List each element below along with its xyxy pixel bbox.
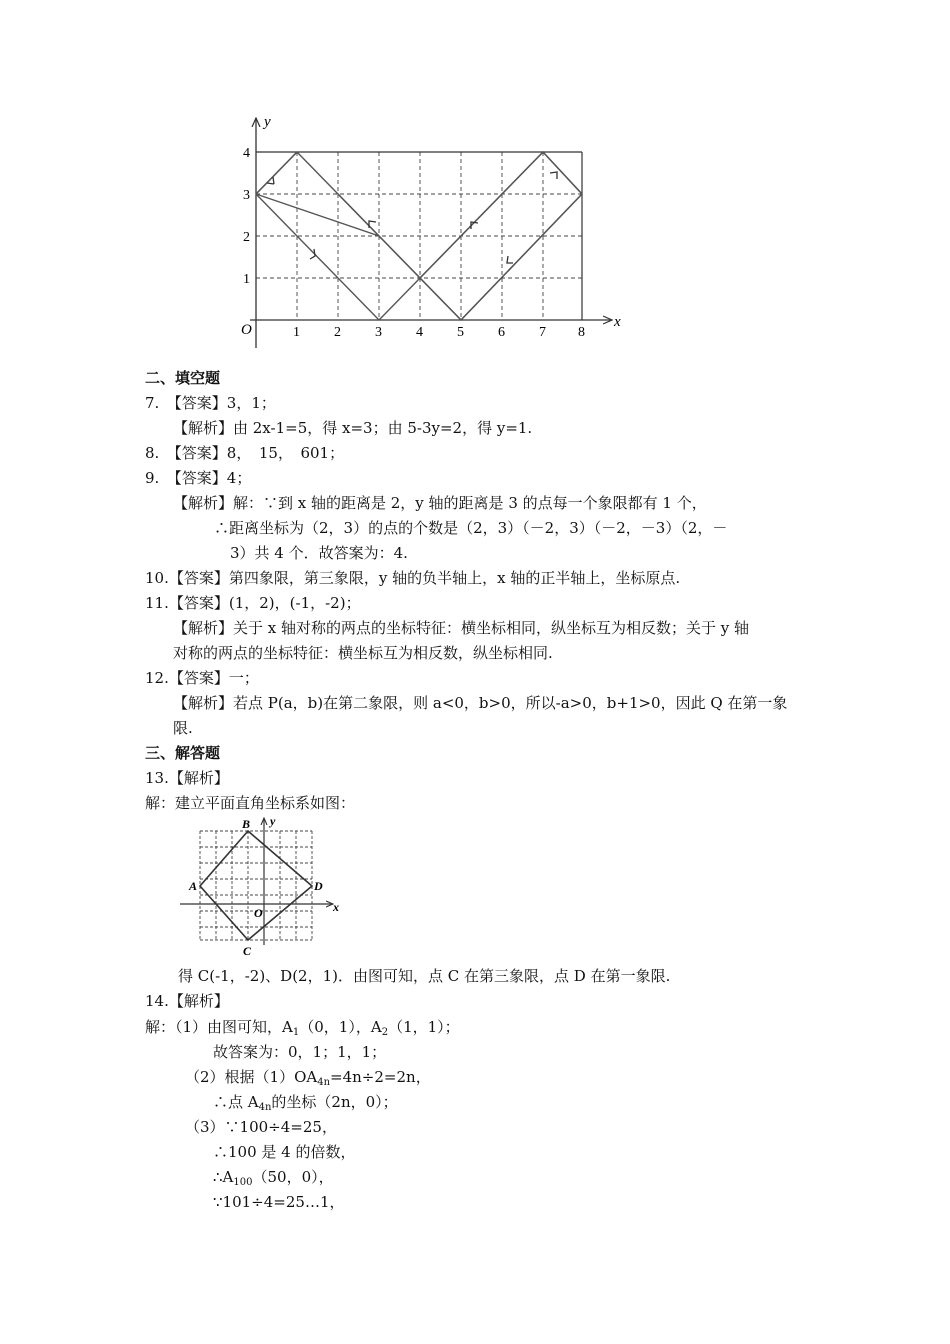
q13-label: 13.【解析】 (145, 769, 229, 787)
x-tick: 8 (578, 325, 585, 340)
q14-part1-text-c: （1，1）； (388, 1018, 460, 1036)
q14-part2-sub: 4n (317, 1077, 331, 1088)
y-tick: 2 (243, 230, 250, 245)
q14-part3-text-c: ∴A (213, 1168, 234, 1186)
q13-result: 得 C(-1，-2)、D(2，1)．由图可知，点 C 在第三象限，点 D 在第一象限. (178, 967, 671, 985)
q14-part2-text-a: （2）根据（1）OA (185, 1068, 318, 1086)
q14-part1-text-b: （0，1），A (299, 1018, 382, 1036)
q14-part3-line1: （3）∵100÷4=25， (185, 1118, 337, 1136)
q14-part1 (145, 1017, 460, 1043)
q14-part1-sub1: 1 (292, 1027, 300, 1038)
q14-part3-line2: ∴100 是 4 的倍数， (213, 1143, 356, 1161)
q9-analysis-line3: 3）共 4 个．故答案为：4. (230, 544, 408, 562)
figure-square-abcd (175, 815, 350, 960)
figure-zigzag-path (228, 108, 628, 358)
q10-answer: 10.【答案】第四象限，第三象限，y 轴的负半轴上，x 轴的正半轴上，坐标原点. (145, 569, 681, 587)
q7-answer: 7. 【答案】3，1； (145, 394, 276, 412)
q14-part2-sub2: 4n (258, 1102, 272, 1113)
q9-answer: 9. 【答案】4； (145, 469, 252, 487)
q12-analysis-line2: 限. (173, 719, 193, 737)
q14-part2-text-b: =4n÷2=2n， (330, 1068, 431, 1086)
q14-part1-sub2: 2 (381, 1027, 389, 1038)
q11-analysis-line1: 【解析】关于 x 轴对称的两点的坐标特征：横坐标相同，纵坐标互为相反数；关于 y 轴 (173, 619, 750, 637)
q7-analysis: 【解析】由 2x-1=5，得 x=3；由 5-3y=2，得 y=1. (173, 419, 533, 437)
x-axis-label: x (614, 314, 621, 330)
point-d-label: D (314, 879, 323, 893)
section-heading-solve: 三、解答题 (145, 744, 221, 762)
x-tick: 3 (375, 325, 382, 340)
grid-lines-2 (200, 831, 312, 940)
x-tick: 7 (539, 325, 546, 340)
q9-analysis-line1: 【解析】解：∵到 x 轴的距离是 2，y 轴的距离是 3 的点每一个象限都有 1 个， (173, 494, 707, 512)
point-b-label: B (242, 817, 251, 831)
y-tick: 1 (243, 272, 250, 287)
q14-part2-line1 (185, 1067, 431, 1093)
x-tick: 5 (457, 325, 464, 340)
q11-answer: 11.【答案】(1，2)，(-1，-2)； (145, 594, 361, 612)
q12-analysis-line1: 【解析】若点 P(a，b)在第二象限，则 a<0，b>0，所以-a>0，b+1>0，因此 Q 在第一象 (173, 694, 788, 712)
origin-label-2: O (254, 906, 263, 920)
x-tick: 4 (416, 325, 423, 340)
y-tick: 4 (243, 146, 250, 161)
x-tick: 2 (334, 325, 341, 340)
x-tick: 6 (498, 325, 505, 340)
q14-part2-text-d: 的坐标（2n，0）； (271, 1093, 398, 1111)
y-axis-label: y (264, 114, 271, 130)
y-axis-label-2: y (270, 815, 276, 828)
x-axis-label-2: x (333, 900, 339, 914)
q13-intro: 解：建立平面直角坐标系如图： (145, 794, 356, 812)
q11-analysis-line2: 对称的两点的坐标特征：横坐标互为相反数，纵坐标相同. (173, 644, 553, 662)
grid-lines (256, 152, 582, 320)
q14-part3-text-d: （50，0）， (252, 1168, 334, 1186)
q12-answer: 12.【答案】一； (145, 669, 259, 687)
q14-part1-text-a: 解：（1）由图可知，A (145, 1018, 293, 1036)
q14-part3-sub: 100 (233, 1177, 253, 1188)
section-heading-fill-blank: 二、填空题 (145, 369, 221, 387)
x-tick-labels (293, 325, 585, 340)
y-tick: 3 (243, 188, 250, 203)
q14-part3-line4: ∵101÷4=25…1， (213, 1193, 345, 1211)
y-tick-labels (243, 146, 250, 287)
origin-label: O (241, 322, 252, 338)
q14-part3-line3 (213, 1167, 334, 1193)
q8-answer: 8. 【答案】8， 15， 601； (145, 444, 345, 462)
q14-label: 14.【解析】 (145, 992, 229, 1010)
q9-analysis-line2: ∴距离坐标为（2，3）的点的个数是（2，3）（－2，3）（－2，－3）（2，－ (214, 519, 728, 537)
x-tick: 1 (293, 325, 300, 340)
point-c-label: C (243, 944, 252, 958)
point-a-label: A (189, 879, 198, 893)
q14-part2-line2 (213, 1092, 398, 1118)
q14-part1-answer: 故答案为：0，1；1，1； (213, 1043, 387, 1061)
q14-part2-text-c: ∴点 A (213, 1093, 259, 1111)
